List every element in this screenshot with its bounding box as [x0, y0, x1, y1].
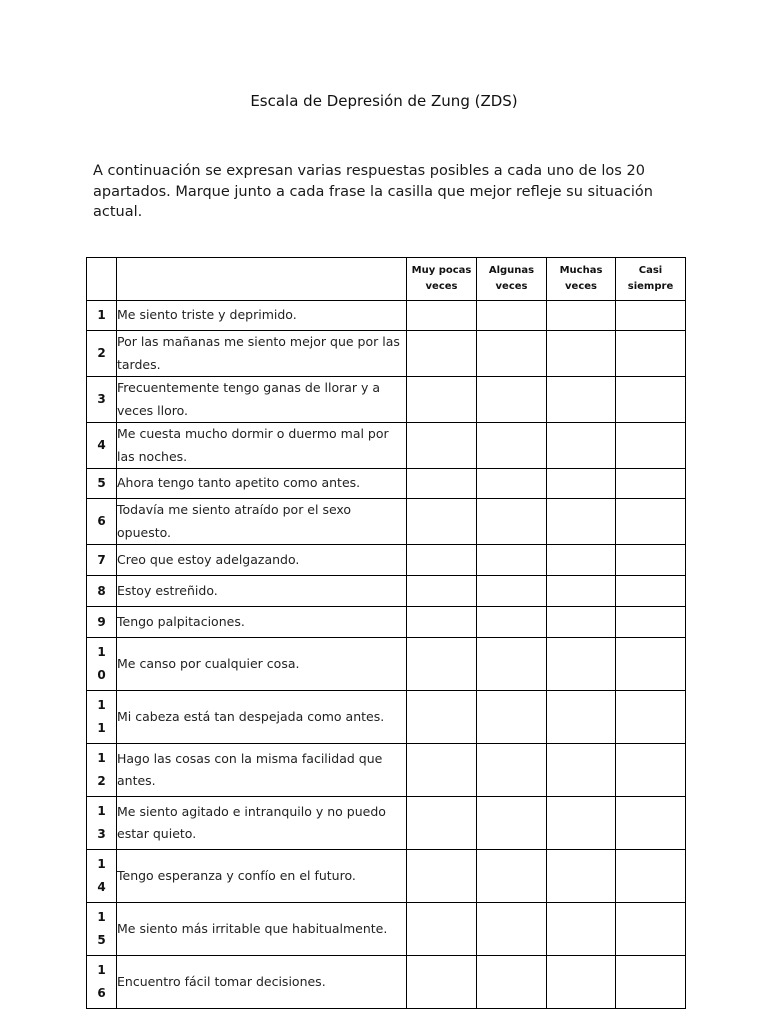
row-number-text: 9: [97, 614, 106, 629]
answer-cell-muchas-veces[interactable]: [547, 423, 616, 469]
table-row: [87, 499, 686, 545]
answer-cell-casi-siempre[interactable]: [616, 423, 686, 469]
answer-cell-muy-pocas-veces[interactable]: [407, 331, 477, 377]
statement-text: Por las mañanas me siento mejor que por las tardes.: [117, 331, 407, 377]
row-number-digit: 1: [97, 721, 106, 735]
answer-cell-algunas-veces[interactable]: [477, 956, 547, 1009]
statement-text: Tengo esperanza y confío en el futuro.: [117, 850, 407, 903]
row-number: [87, 469, 117, 499]
header-muchas-veces: Muchas veces: [547, 258, 616, 301]
answer-cell-muy-pocas-veces[interactable]: [407, 545, 477, 576]
header-number-cell: [87, 258, 117, 301]
answer-cell-algunas-veces[interactable]: [477, 576, 547, 607]
statement-text: Mi cabeza está tan despejada como antes.: [117, 691, 407, 744]
header-statement-cell: [117, 258, 407, 301]
header-algunas-veces: Algunas veces: [477, 258, 547, 301]
answer-cell-muchas-veces[interactable]: [547, 956, 616, 1009]
row-number-digit: 1: [97, 857, 106, 871]
row-number: [87, 301, 117, 331]
answer-cell-muy-pocas-veces[interactable]: [407, 797, 477, 850]
answer-cell-muy-pocas-veces[interactable]: [407, 744, 477, 797]
answer-cell-casi-siempre[interactable]: [616, 956, 686, 1009]
answer-cell-algunas-veces[interactable]: [477, 850, 547, 903]
answer-cell-algunas-veces[interactable]: [477, 301, 547, 331]
answer-cell-casi-siempre[interactable]: [616, 331, 686, 377]
row-number-text: 6: [97, 514, 106, 528]
statement-text: Me canso por cualquier cosa.: [117, 638, 407, 691]
row-number-text: 5: [97, 476, 106, 490]
row-number: [87, 638, 117, 691]
row-number-digit: 1: [97, 645, 106, 659]
answer-cell-casi-siempre[interactable]: [616, 607, 686, 638]
answer-cell-algunas-veces[interactable]: [477, 499, 547, 545]
answer-cell-muy-pocas-veces[interactable]: [407, 691, 477, 744]
answer-cell-muchas-veces[interactable]: [547, 331, 616, 377]
row-number-text: 3: [97, 392, 106, 406]
table-row: [87, 797, 686, 850]
statement-text: Me siento más irritable que habitualmente.: [117, 903, 407, 956]
row-number: [87, 797, 117, 850]
answer-cell-muchas-veces[interactable]: [547, 545, 616, 576]
row-number: [87, 744, 117, 797]
row-number-text: [87, 906, 116, 952]
answer-cell-muchas-veces[interactable]: [547, 607, 616, 638]
row-number-text: 7: [97, 552, 106, 567]
statement-text: Hago las cosas con la misma facilidad que antes.: [117, 744, 407, 797]
answer-cell-muchas-veces[interactable]: [547, 377, 616, 423]
answer-cell-casi-siempre[interactable]: [616, 545, 686, 576]
table-row: [87, 469, 686, 499]
row-number-digit: 3: [97, 827, 106, 841]
statement-text: Frecuentemente tengo ganas de llorar y a veces lloro.: [117, 377, 407, 423]
table-row: [87, 576, 686, 607]
row-number: [87, 691, 117, 744]
answer-cell-muy-pocas-veces[interactable]: [407, 423, 477, 469]
statement-text: Encuentro fácil tomar decisiones.: [117, 956, 407, 1009]
row-number-digit: 4: [97, 880, 106, 894]
table-row: [87, 607, 686, 638]
answer-cell-casi-siempre[interactable]: [616, 691, 686, 744]
row-number-digit: 1: [97, 698, 106, 712]
table-row: [87, 545, 686, 576]
answer-cell-muchas-veces[interactable]: [547, 499, 616, 545]
answer-cell-muy-pocas-veces[interactable]: [407, 469, 477, 499]
answer-cell-casi-siempre[interactable]: [616, 576, 686, 607]
table-row: [87, 850, 686, 903]
instructions-paragraph: A continuación se expresan varias respuestas posibles a cada uno de los 20 apartados. Marque junto a cada frase la casilla que mejor refleje su situación actual.: [93, 163, 653, 220]
answer-cell-muchas-veces[interactable]: [547, 744, 616, 797]
statement-text: Me siento agitado e intranquilo y no puedo estar quieto.: [117, 797, 407, 850]
row-number-digit: 5: [97, 933, 106, 947]
row-number-text: 4: [97, 438, 106, 452]
table-header-row: [87, 258, 686, 301]
answer-cell-algunas-veces[interactable]: [477, 744, 547, 797]
answer-cell-muy-pocas-veces[interactable]: [407, 499, 477, 545]
row-number-text: [87, 853, 116, 899]
header-muy-pocas-veces: Muy pocas veces: [407, 258, 477, 301]
row-number-text: 1: [97, 308, 106, 322]
row-number-digit: 1: [97, 751, 106, 765]
statement-text: Tengo palpitaciones.: [117, 607, 407, 638]
table-body: [87, 301, 686, 1009]
row-number: [87, 331, 117, 377]
answer-cell-muy-pocas-veces[interactable]: [407, 607, 477, 638]
answer-cell-algunas-veces[interactable]: [477, 607, 547, 638]
answer-cell-muy-pocas-veces[interactable]: [407, 638, 477, 691]
answer-cell-muy-pocas-veces[interactable]: [407, 576, 477, 607]
answer-cell-muy-pocas-veces[interactable]: [407, 377, 477, 423]
answer-cell-muy-pocas-veces[interactable]: [407, 956, 477, 1009]
row-number-text: [87, 959, 116, 1005]
statement-text: Estoy estreñido.: [117, 576, 407, 607]
row-number-digit: 6: [97, 986, 106, 1000]
row-number-text: [87, 747, 116, 793]
table-row: [87, 638, 686, 691]
row-number: [87, 903, 117, 956]
row-number-digit: 0: [97, 668, 106, 682]
answer-cell-casi-siempre[interactable]: [616, 499, 686, 545]
table-row: [87, 423, 686, 469]
answer-cell-muy-pocas-veces[interactable]: [407, 903, 477, 956]
answer-cell-casi-siempre[interactable]: [616, 744, 686, 797]
answer-cell-algunas-veces[interactable]: [477, 691, 547, 744]
answer-cell-muchas-veces[interactable]: [547, 691, 616, 744]
header-casi-siempre: Casi siempre: [616, 258, 686, 301]
answer-cell-algunas-veces[interactable]: [477, 331, 547, 377]
answer-cell-casi-siempre[interactable]: [616, 638, 686, 691]
row-number: [87, 499, 117, 545]
row-number-digit: 1: [97, 963, 106, 977]
row-number-text: [87, 694, 116, 740]
answer-cell-algunas-veces[interactable]: [477, 377, 547, 423]
answer-cell-algunas-veces[interactable]: [477, 423, 547, 469]
answer-cell-muchas-veces[interactable]: [547, 576, 616, 607]
answer-cell-algunas-veces[interactable]: [477, 469, 547, 499]
statement-text: Ahora tengo tanto apetito como antes.: [117, 469, 407, 499]
statement-text: Todavía me siento atraído por el sexo opuesto.: [117, 499, 407, 545]
answer-cell-muchas-veces[interactable]: [547, 469, 616, 499]
row-number: [87, 850, 117, 903]
table-row: [87, 744, 686, 797]
answer-cell-casi-siempre[interactable]: [616, 377, 686, 423]
table-row: [87, 331, 686, 377]
answer-cell-casi-siempre[interactable]: [616, 850, 686, 903]
answer-cell-algunas-veces[interactable]: [477, 638, 547, 691]
zung-scale-table: [86, 257, 686, 1009]
statement-text: Me siento triste y deprimido.: [117, 301, 407, 331]
row-number-digit: 2: [97, 774, 106, 788]
answer-cell-algunas-veces[interactable]: [477, 545, 547, 576]
row-number-text: 8: [97, 583, 106, 598]
row-number: [87, 377, 117, 423]
table-row: [87, 691, 686, 744]
statement-text: Me cuesta mucho dormir o duermo mal por las noches.: [117, 423, 407, 469]
row-number-text: [87, 800, 116, 846]
row-number: [87, 423, 117, 469]
row-number: [87, 956, 117, 1009]
answer-cell-muy-pocas-veces[interactable]: [407, 850, 477, 903]
row-number: [87, 545, 117, 576]
row-number-digit: 1: [97, 910, 106, 924]
row-number: [87, 607, 117, 638]
statement-text: Creo que estoy adelgazando.: [117, 545, 407, 576]
table-row: [87, 956, 686, 1009]
row-number-digit: 1: [97, 804, 106, 818]
answer-cell-muchas-veces[interactable]: [547, 301, 616, 331]
table-row: [87, 377, 686, 423]
table-row: [87, 301, 686, 331]
row-number-text: 2: [97, 346, 106, 360]
page-title: Escala de Depresión de Zung (ZDS): [250, 92, 518, 110]
answer-cell-muchas-veces[interactable]: [547, 903, 616, 956]
answer-cell-muchas-veces[interactable]: [547, 638, 616, 691]
table-row: [87, 903, 686, 956]
answer-cell-algunas-veces[interactable]: [477, 797, 547, 850]
answer-cell-casi-siempre[interactable]: [616, 301, 686, 331]
answer-cell-casi-siempre[interactable]: [616, 903, 686, 956]
row-number: [87, 576, 117, 607]
answer-cell-muchas-veces[interactable]: [547, 797, 616, 850]
answer-cell-muchas-veces[interactable]: [547, 850, 616, 903]
answer-cell-algunas-veces[interactable]: [477, 903, 547, 956]
answer-cell-casi-siempre[interactable]: [616, 797, 686, 850]
answer-cell-casi-siempre[interactable]: [616, 469, 686, 499]
row-number-text: [87, 641, 116, 687]
answer-cell-muy-pocas-veces[interactable]: [407, 301, 477, 331]
